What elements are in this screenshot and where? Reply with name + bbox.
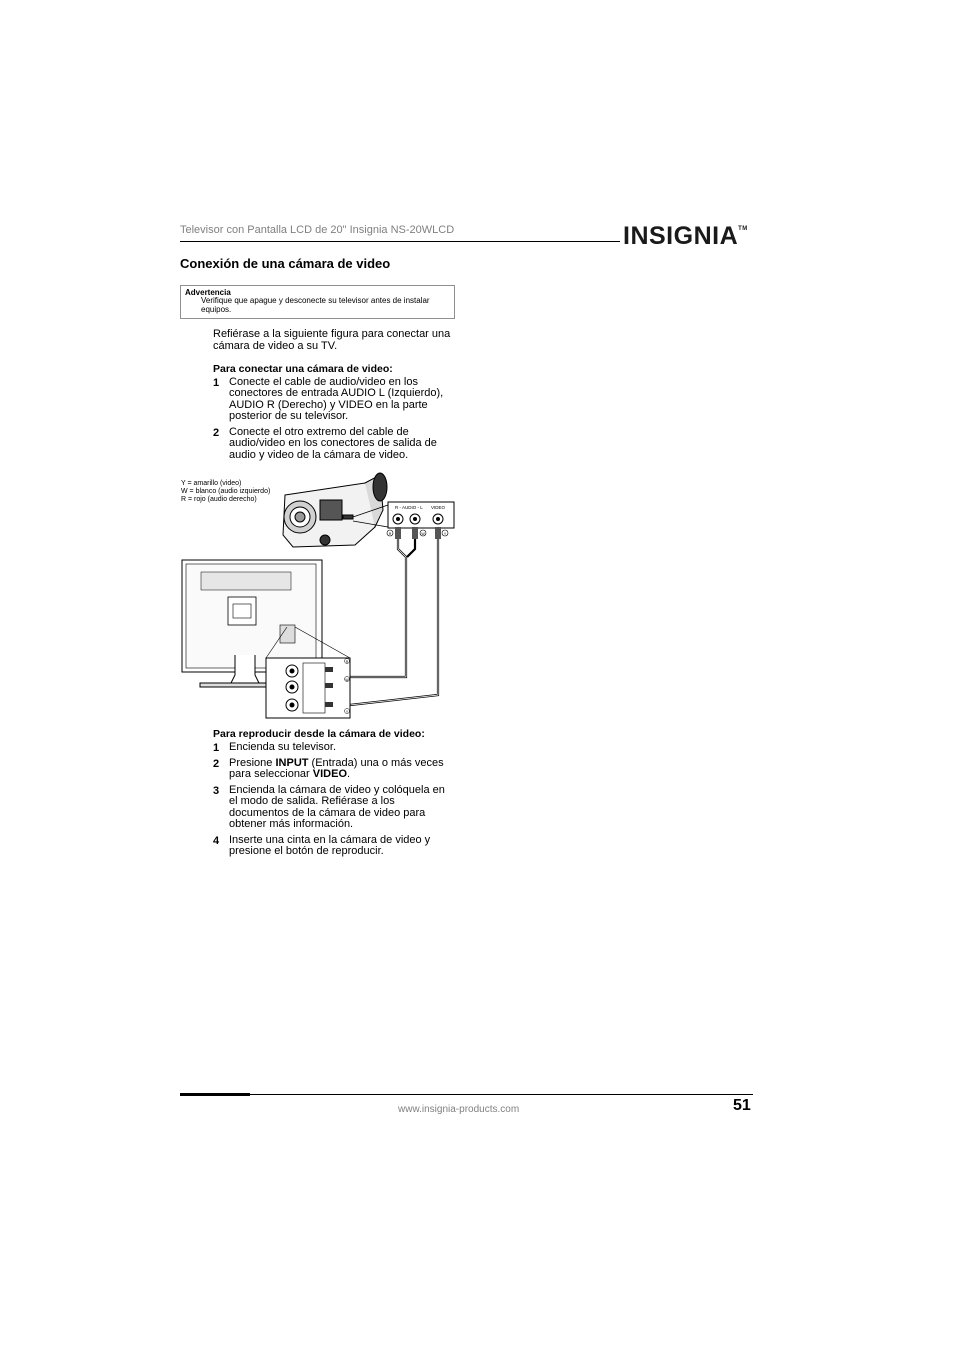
- connection-diagram: [175, 465, 465, 725]
- playback-step-number: 2: [213, 758, 220, 770]
- playback-step-text: Presione INPUT (Entrada) una o más veces para seleccionar VIDEO.: [229, 757, 444, 781]
- playback-step-number: 4: [213, 835, 220, 847]
- playback-step-number: 1: [213, 742, 220, 754]
- playback-step-text: Encienda su televisor.: [229, 741, 337, 753]
- legend-item: Y = amarillo (video): [181, 480, 242, 487]
- connect-step-text: Conecte el cable de audio/video en los conectores de entrada AUDIO L (Izquierdo), AUDIO R (Derecho) y VIDEO en la parte posterior de su televisor.: [229, 376, 444, 423]
- connect-step-number: 2: [213, 427, 220, 439]
- playback-step-text: Inserte una cinta en la cámara de video y presione el botón de reproducir.: [229, 834, 431, 858]
- insignia-logo: [623, 222, 748, 251]
- legend-item: R = rojo (audio derecho): [181, 496, 257, 503]
- section-title: Conexión de una cámara de video: [180, 256, 391, 271]
- logo-text: INSIGNIA: [623, 222, 739, 250]
- legend-item: W = blanco (audio izquierdo): [181, 488, 271, 495]
- footer-rule: [180, 1094, 753, 1095]
- camera-audio-label: R - AUDIO - L: [395, 505, 423, 510]
- playback-heading: Para reproducir desde la cámara de video:: [213, 728, 425, 740]
- plug-color-letter: R: [345, 660, 349, 664]
- plug-color-letter: R: [388, 532, 392, 536]
- header-rule: [180, 241, 620, 242]
- warning-label: Advertencia: [185, 288, 231, 297]
- footer-url: www.insignia-products.com: [398, 1104, 520, 1115]
- camera-jack-panel: [388, 502, 454, 528]
- connect-heading: Para conectar una cámara de video:: [213, 363, 393, 375]
- page-number: 51: [733, 1097, 751, 1114]
- footer-accent-bar: [180, 1093, 250, 1096]
- plug-color-letter: W: [421, 532, 425, 536]
- plug-color-letter: W: [345, 678, 349, 682]
- logo-trademark: TM: [738, 226, 748, 232]
- plug-color-letter: Y: [443, 532, 447, 536]
- connect-step-text: Conecte el otro extremo del cable de audio/video en los conectores de salida de audio y video de la cámara de video.: [229, 426, 437, 461]
- intro-paragraph: Refiérase a la siguiente figura para conectar una cámara de video a su TV.: [213, 328, 451, 352]
- warning-text: Verifique que apague y desconecte su televisor antes de instalar equipos.: [201, 296, 430, 314]
- plug-color-letter: Y: [345, 710, 349, 714]
- header-title: Televisor con Pantalla LCD de 20" Insignia NS-20WLCD: [180, 224, 455, 236]
- camcorder-illustration: [283, 473, 387, 547]
- playback-step-number: 3: [213, 785, 220, 797]
- camera-video-label: VIDEO: [431, 505, 446, 510]
- playback-step-text: Encienda la cámara de video y colóquela en el modo de salida. Refiérase a los documentos de la cámara de video para obtener más información.: [229, 784, 445, 831]
- tv-jack-panel: [266, 658, 350, 718]
- connect-step-number: 1: [213, 377, 220, 389]
